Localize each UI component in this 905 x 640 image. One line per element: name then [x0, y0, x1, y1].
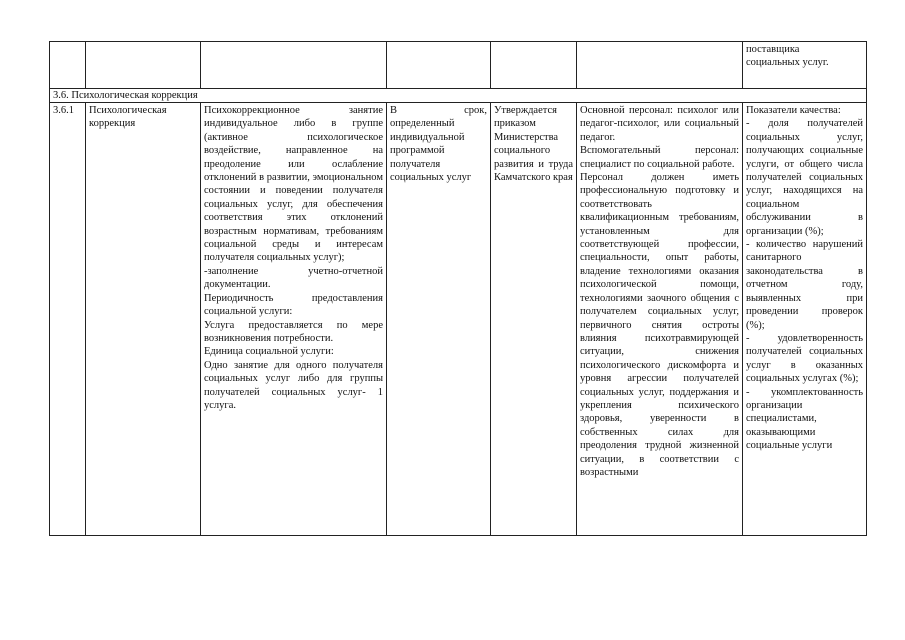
empty-cell [387, 42, 491, 89]
indicators-paragraph: - доля получателей социальных услуг, получающих социальные услуги, от общего числа получателей социальных услуг, находящихся на социальном обслуживании в организации (%); [746, 118, 863, 237]
service-row [50, 103, 867, 536]
description-paragraph: -заполнение учетно-отчетной документации. [204, 265, 383, 291]
conditions-paragraph: Вспомогательный персонал: специалист по социальной работе. [580, 145, 739, 170]
indicators-paragraph: - укомплектованность организации специалистами, оказывающими социальные услуги [746, 386, 863, 452]
empty-cell [491, 42, 577, 89]
empty-cell [577, 42, 743, 89]
empty-cell [50, 42, 86, 89]
service-conditions [577, 103, 743, 536]
service-indicators [743, 103, 867, 536]
continuation-row [50, 42, 867, 89]
standards-continuation-cell [743, 42, 867, 89]
standards-continuation-text: поставщика социальных услуг. [746, 44, 829, 69]
service-deadline: В срок, определенный индивидуальной программой получателя социальных услуг [387, 103, 491, 536]
indicators-paragraph: Показатели качества: [746, 105, 841, 116]
conditions-paragraph: Основной персонал: психолог или педагог-психолог, или социальный педагог. [580, 105, 739, 143]
service-cost: Утверждается приказом Министерства социального развития и труда Камчатского края [491, 103, 577, 536]
description-paragraph: Одно занятие для одного получателя социальных услуг либо для группы получателей социальных услуг- 1 услуга. [204, 359, 383, 411]
empty-cell [201, 42, 387, 89]
indicators-paragraph: - удовлетворенность получателей социальных услуг в оказанных социальных услугах (%); [746, 332, 863, 385]
service-name: Психологическая коррекция [86, 103, 201, 536]
section-title: 3.6. Психологическая коррекция [50, 89, 867, 103]
empty-cell [86, 42, 201, 89]
description-paragraph: Услуга предоставляется по мере возникновения потребности. [204, 319, 383, 344]
description-paragraph: Единица социальной услуги: [204, 346, 334, 358]
description-paragraph: Психокоррекционное занятие индивидуальное либо в группе (активное психологическое воздействие, направленное на преодоление или ослабление отклонений в развитии, эмоциональном состоянии и поведении получателя социальных услуг, для обеспечения соответствия этих отклонений возрастным нормативам, требованиям социальной среды и интересам получателя социальных услуг); [204, 105, 383, 264]
conditions-paragraph: Персонал должен иметь профессиональную подготовку и соответствовать квалификационным требованиям, установленным для соответствующей профессии, специальности, опыт работы, владение технологиями оказания психологической помощи, технологиями заочного общения с получателем социальных услуг, первичного снятия остроты влияния психотравмирующей ситуации, снижения психологического дискомфорта и уровня агрессии получателей социальных услуг, поддержания и укрепления психического здоровья, уверенности в собственных силах для преодоления трудной жизненной ситуации, в соответствии с возрастными [580, 172, 739, 478]
indicators-paragraph: - количество нарушений санитарного законодательства в отчетном году, выявленных при проведении проверок (%); [746, 239, 863, 331]
description-paragraph: Периодичность предоставления социальной услуги: [204, 292, 383, 318]
services-table [49, 41, 867, 536]
service-number: 3.6.1 [50, 103, 86, 536]
service-description [201, 103, 387, 536]
section-row [50, 89, 867, 103]
